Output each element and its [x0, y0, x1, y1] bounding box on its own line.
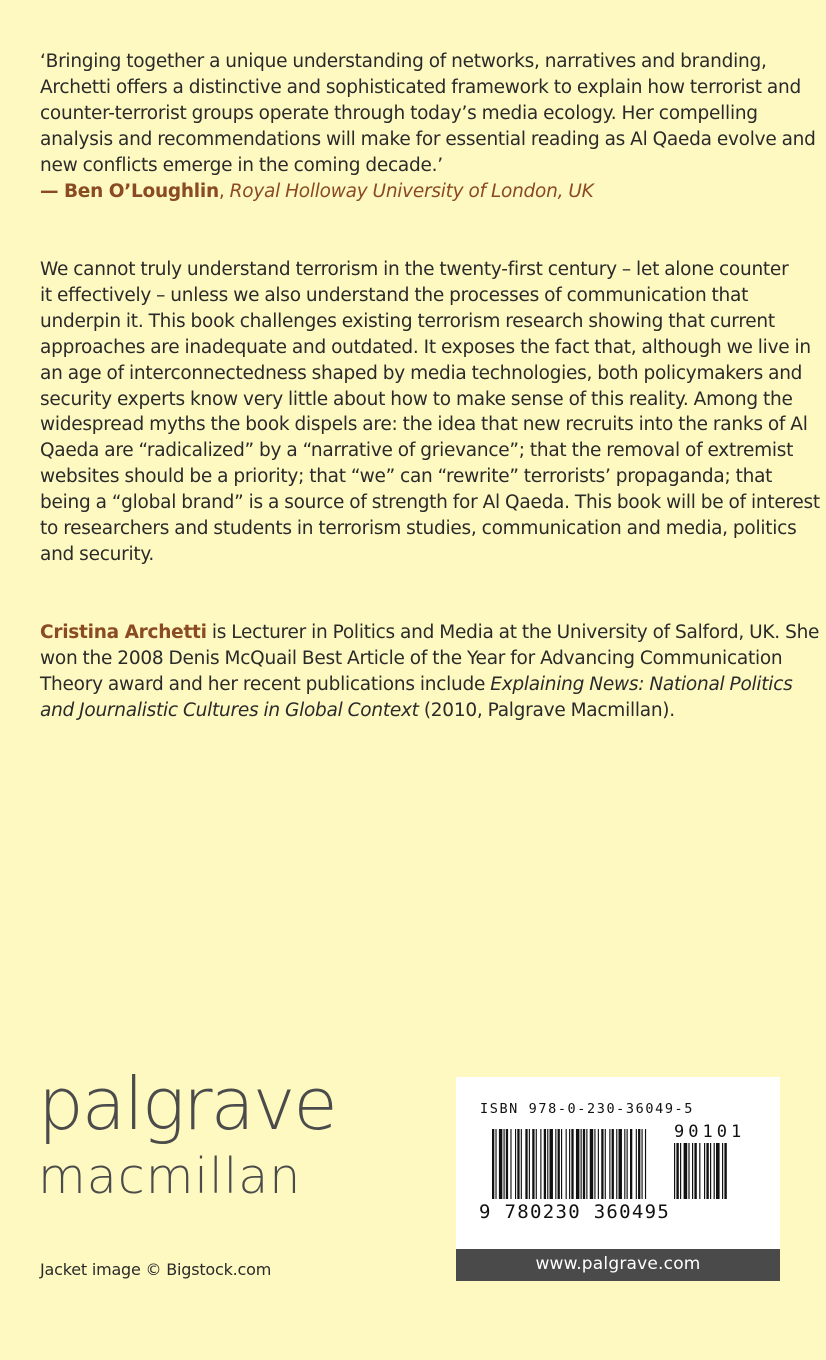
bio-line: [40, 620, 820, 646]
bio-line: [40, 698, 790, 724]
barcode-bar: [499, 1129, 502, 1199]
addon-bar: [704, 1143, 705, 1199]
bio-text: (2010, Palgrave Macmillan).: [418, 699, 675, 721]
author-name: Cristina Archetti: [40, 622, 207, 643]
barcode-bar: [558, 1129, 560, 1199]
barcode-bar: [619, 1129, 622, 1199]
barcode-addon: 90101: [674, 1122, 746, 1142]
barcode-bar: [547, 1129, 548, 1199]
bio-line: won the 2008 Denis McQuail Best Article of the Year for Advancing Communication: [40, 647, 783, 669]
barcode-bar: [590, 1129, 593, 1199]
barcode-bar: [529, 1129, 530, 1199]
barcode-bar: [576, 1129, 579, 1199]
ean-first-digit: 9: [479, 1201, 492, 1223]
blurb-line: approaches are inadequate and outdated. It exposes the fact that, although we live in: [40, 336, 811, 358]
addon-bar: [684, 1143, 688, 1199]
quote-line: counter-terrorist groups operate through today’s media ecology. Her compelling: [40, 102, 758, 124]
attribution-affiliation: Royal Holloway University of London, UK: [229, 180, 594, 202]
barcode-bar: [627, 1129, 628, 1199]
ean-group-1: 780230: [504, 1201, 581, 1223]
book-title: Explaining News: National Politics: [490, 673, 793, 695]
quote-line: ‘Bringing together a unique understanding of networks, narratives and branding,: [40, 51, 767, 72]
barcode-bar: [555, 1129, 556, 1199]
quote-line: Archetti offers a distinctive and sophisticated framework to explain how terrorist and: [40, 76, 801, 98]
barcode-bar: [571, 1129, 573, 1199]
blurb-line: and security.: [40, 543, 155, 565]
attribution-dash: —: [40, 180, 64, 202]
addon-bar: [714, 1143, 715, 1199]
barcode-bar: [506, 1129, 508, 1199]
barcode-panel: [456, 1077, 780, 1249]
addon-bar: [674, 1143, 675, 1199]
barcode-bar: [525, 1129, 527, 1199]
barcode-bar: [636, 1129, 637, 1199]
addon-bar: [706, 1143, 708, 1199]
barcode-bar: [510, 1129, 511, 1199]
jacket-credit: Jacket image © Bigstock.com: [40, 1260, 272, 1279]
blurb-line: underpin it. This book challenges existing terrorism research showing that current: [40, 310, 775, 332]
logo-macmillan: macmillan: [38, 1148, 302, 1205]
barcode-bar: [630, 1129, 632, 1199]
addon-bar: [716, 1143, 720, 1199]
barcode-bar: [605, 1129, 606, 1199]
barcode-bar: [612, 1129, 614, 1199]
website-link[interactable]: www.palgrave.com: [456, 1249, 780, 1281]
barcode-graphic: [492, 1129, 754, 1207]
author-bio: [40, 620, 820, 724]
barcode-bar: [569, 1129, 570, 1199]
barcode-bar: [532, 1129, 534, 1199]
blurb-line: We cannot truly understand terrorism in the twenty-first century – let alone counter: [40, 259, 789, 280]
barcode-bar: [624, 1129, 625, 1199]
addon-bar: [692, 1143, 693, 1199]
blurb-line: being a “global brand” is a source of strength for Al Qaeda. This book will be of interest: [40, 492, 820, 514]
quote-attribution: [40, 179, 790, 205]
attribution-name: Ben O’Loughlin: [63, 180, 219, 202]
barcode-bar: [616, 1129, 617, 1199]
barcode-bar: [492, 1129, 494, 1199]
endorsement-quote: [40, 49, 816, 204]
addon-bar: [676, 1143, 678, 1199]
barcode-bar: [504, 1129, 505, 1199]
addon-bar: [724, 1143, 726, 1199]
blurb-line: to researchers and students in terrorism studies, communication and media, politics: [40, 518, 797, 540]
addon-bar: [688, 1143, 689, 1199]
barcode-bar: [550, 1129, 553, 1199]
logo-palgrave: palgrave: [38, 1062, 336, 1146]
barcode-bar: [515, 1129, 516, 1199]
blurb-line: an age of interconnectedness shaped by media technologies, both policymakers and: [40, 362, 803, 384]
bio-line: [40, 672, 793, 698]
barcode-bar: [566, 1129, 567, 1199]
barcode-digits: [479, 1201, 670, 1223]
book-title: and Journalistic Cultures in Global Context: [40, 699, 419, 721]
ean-group-2: 360495: [593, 1201, 671, 1223]
blurb-line: websites should be a priority; that “we” can “rewrite” terrorists’ propaganda; that: [40, 466, 773, 488]
barcode-bar: [495, 1129, 496, 1199]
bio-text: is Lecturer in Politics and Media at the University of Salford, UK. She: [206, 622, 820, 643]
blurb-line: widespread myths the book dispels are: the idea that new recruits into the ranks of Al: [40, 414, 808, 436]
barcode-bar: [609, 1129, 610, 1199]
barcode-bar: [638, 1129, 640, 1199]
isbn-label: ISBN 978-0-230-36049-5: [480, 1101, 695, 1117]
barcode-bar: [642, 1129, 643, 1199]
addon-bar: [680, 1143, 681, 1199]
barcode-bar: [517, 1129, 519, 1199]
barcode-bar: [544, 1129, 546, 1199]
blurb-line: security experts know very little about how to make sense of this reality. Among the: [40, 388, 793, 410]
blurb-line: it effectively – unless we also understand the processes of communication that: [40, 284, 749, 306]
barcode-bar: [540, 1129, 541, 1199]
quote-line: new conflicts emerge in the coming decade.’: [40, 154, 443, 176]
addon-bar: [694, 1143, 696, 1199]
barcode-bar: [598, 1129, 599, 1199]
blurb-line: Qaeda are “radicalized” by a “narrative of grievance”; that the removal of extremist: [40, 440, 794, 462]
attribution-separator: ,: [218, 180, 230, 202]
addon-bar: [710, 1143, 711, 1199]
barcode-bar: [536, 1129, 537, 1199]
palgrave-macmillan-logo: [38, 1062, 336, 1205]
barcode-bar: [586, 1129, 587, 1199]
barcode-bar: [583, 1129, 585, 1199]
book-description: [40, 257, 820, 568]
barcode-bar: [581, 1129, 582, 1199]
barcode-bar: [594, 1129, 595, 1199]
barcode-bar: [521, 1129, 522, 1199]
barcode-bar: [561, 1129, 562, 1199]
barcode-bar: [645, 1129, 646, 1199]
addon-bar: [722, 1143, 723, 1199]
quote-line: analysis and recommendations will make for essential reading as Al Qaeda evolve and: [40, 128, 816, 150]
addon-bar: [699, 1143, 700, 1199]
bio-text: Theory award and her recent publications include: [40, 673, 491, 695]
barcode-bar: [601, 1129, 603, 1199]
